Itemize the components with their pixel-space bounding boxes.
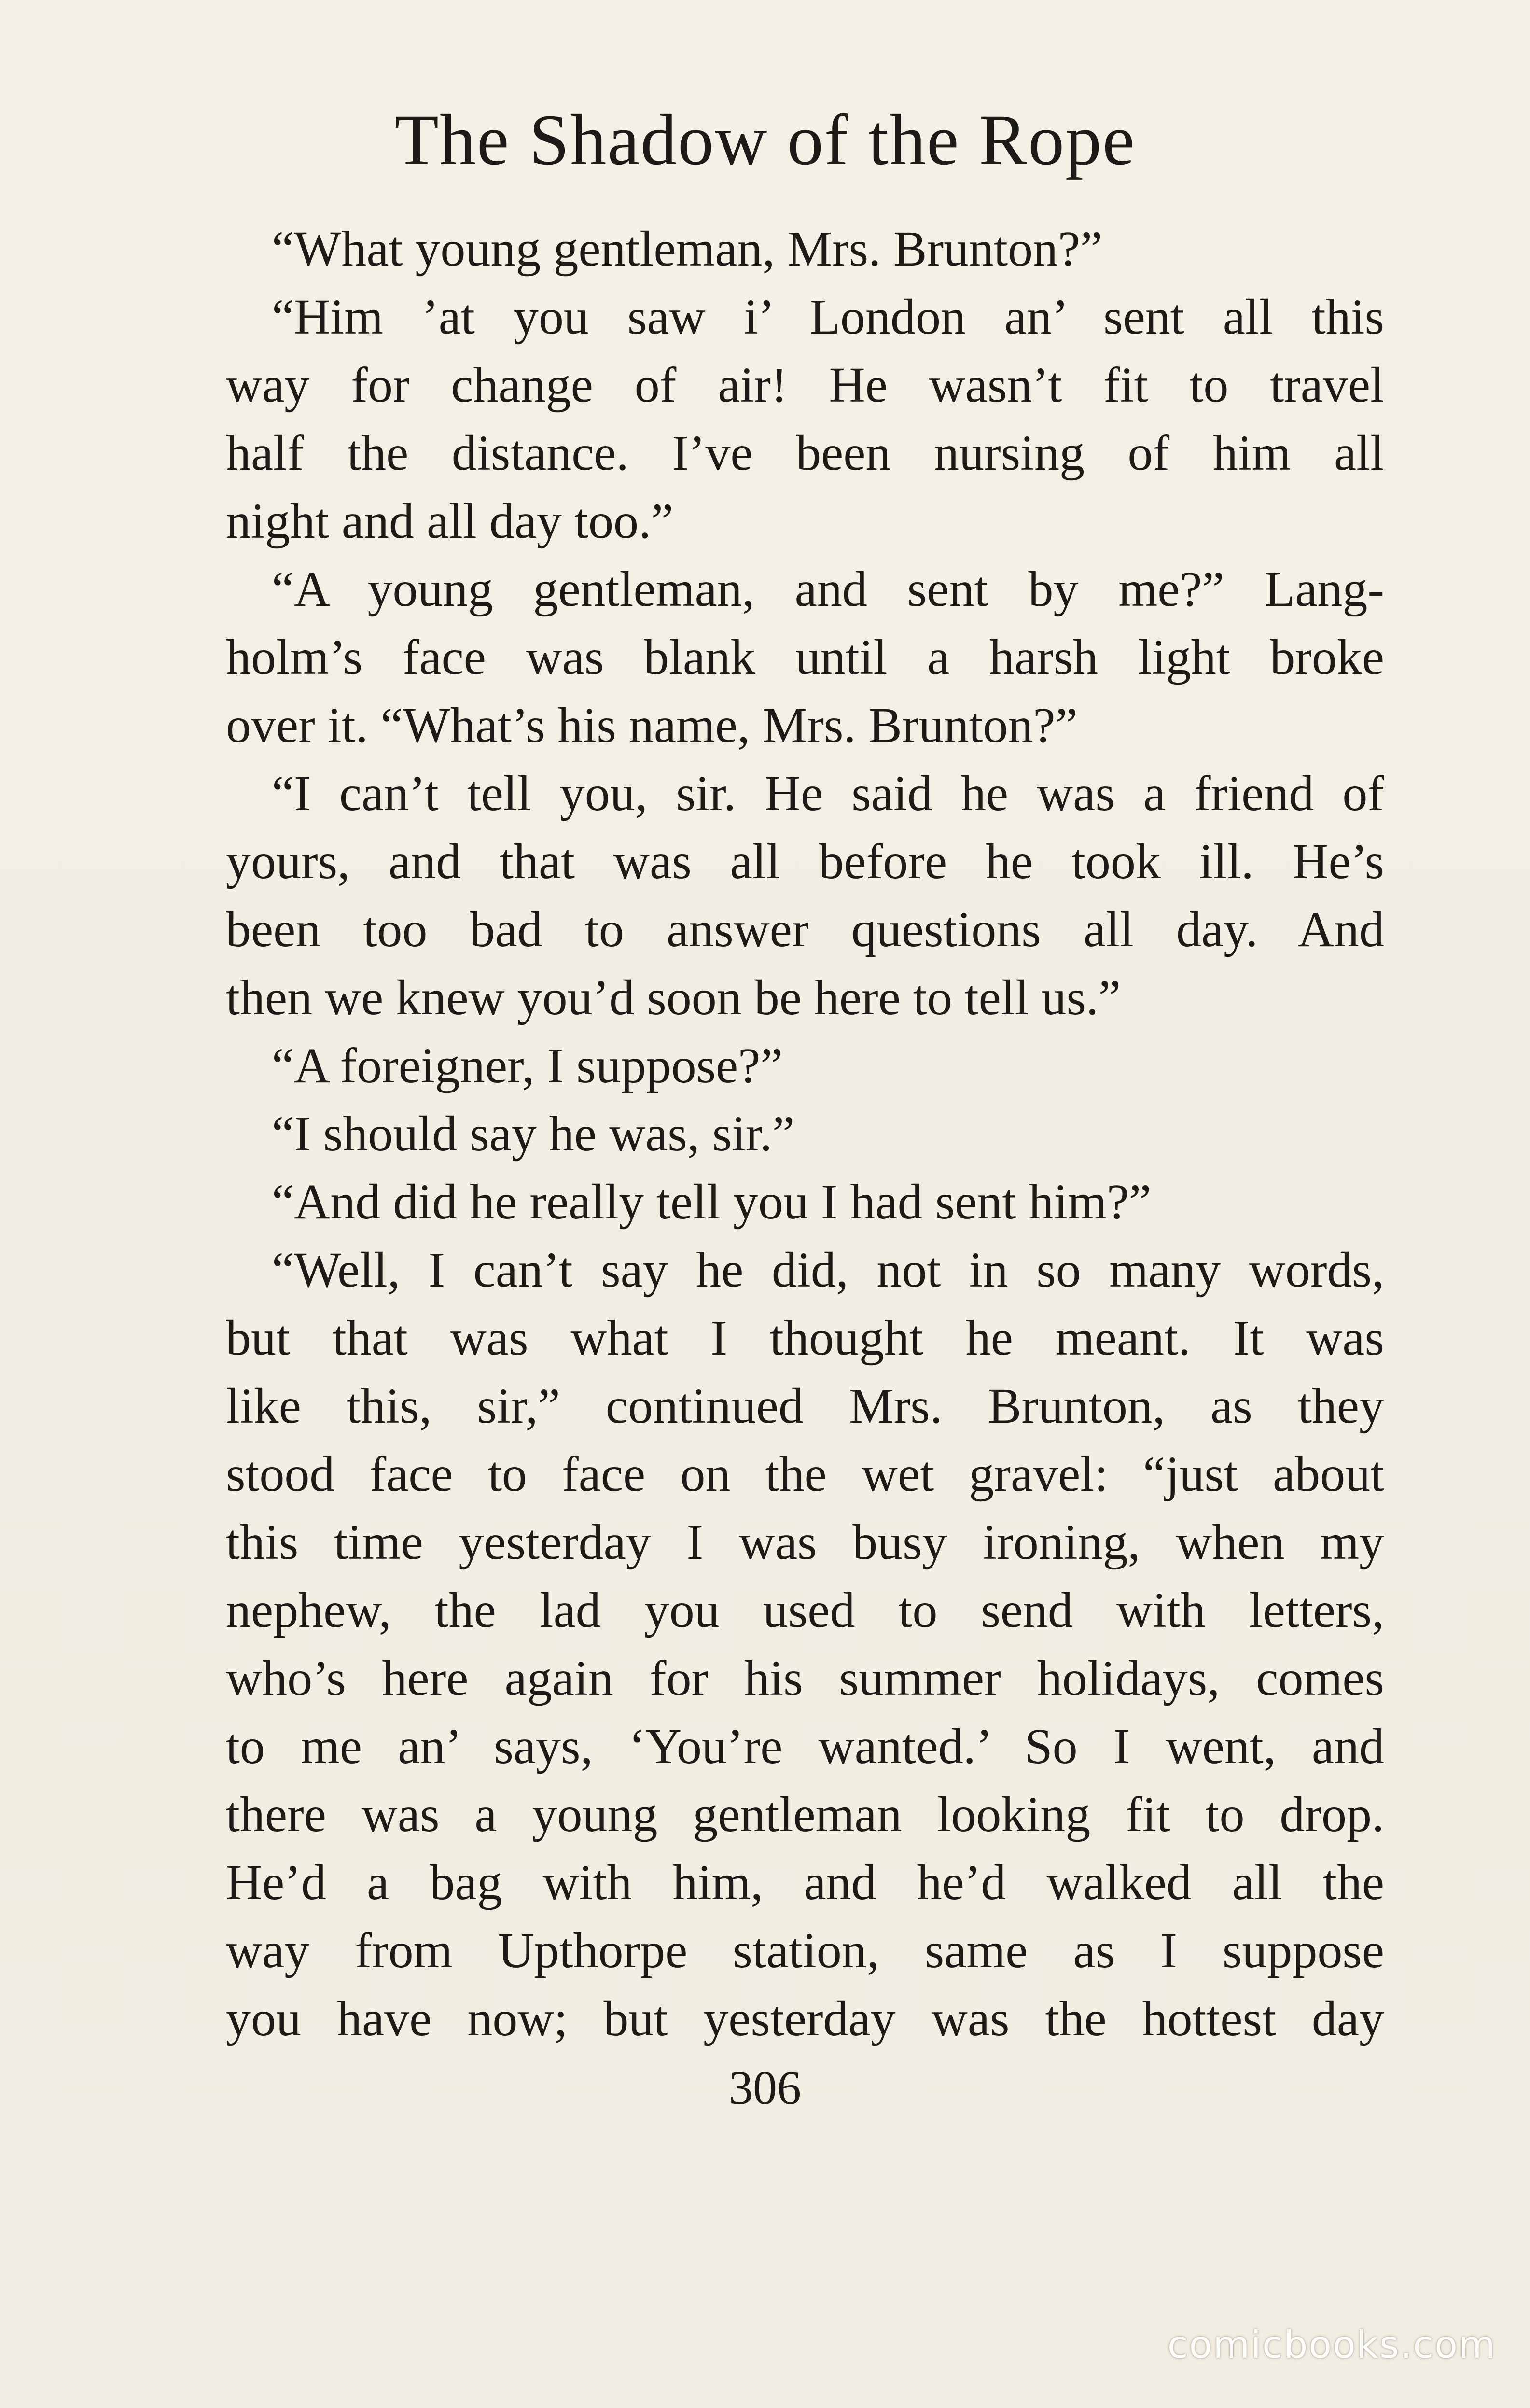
text-line: night and all day too.”: [226, 493, 674, 549]
text-line: “A foreigner, I suppose?”: [272, 1038, 783, 1093]
text-line: you have now; but yesterday was the hottest day: [226, 1991, 1384, 2046]
text-line: yours, and that was all before he took ill. He’s: [226, 834, 1384, 889]
text-line: “I can’t tell you, sir. He said he was a friend of: [272, 766, 1384, 821]
text-line: way for change of air! He wasn’t fit to travel: [226, 357, 1384, 413]
text-line: “Him ’at you saw i’ London an’ sent all this: [272, 289, 1384, 345]
text-line: this time yesterday I was busy ironing, when my: [226, 1514, 1384, 1570]
text-line: stood face to face on the wet gravel: “just about: [226, 1446, 1384, 1502]
text-line: “Well, I can’t say he did, not in so many words,: [272, 1242, 1384, 1298]
text-line: way from Upthorpe station, same as I suppose: [226, 1923, 1384, 1978]
text-line: half the distance. I’ve been nursing of him all: [226, 425, 1384, 481]
text-line: “And did he really tell you I had sent him?”: [272, 1174, 1152, 1230]
text-line: then we knew you’d soon be here to tell us.”: [226, 970, 1121, 1025]
text-line: holm’s face was blank until a harsh light broke: [226, 630, 1384, 685]
watermark: comicbooks.com: [1167, 2324, 1496, 2367]
text-line: over it. “What’s his name, Mrs. Brunton?”: [226, 698, 1078, 753]
page-number: 306: [729, 2061, 801, 2114]
text-line: like this, sir,” continued Mrs. Brunton, as they: [226, 1378, 1384, 1434]
running-head: The Shadow of the Rope: [394, 100, 1136, 180]
text-line: nephew, the lad you used to send with letters,: [226, 1582, 1384, 1638]
text-line: who’s here again for his summer holidays, comes: [226, 1651, 1384, 1706]
text-line: He’d a bag with him, and he’d walked all the: [226, 1855, 1384, 1910]
text-line: been too bad to answer questions all day. And: [226, 902, 1384, 957]
text-line: but that was what I thought he meant. It was: [226, 1310, 1384, 1366]
text-line: “What young gentleman, Mrs. Brunton?”: [272, 221, 1103, 277]
text-line: to me an’ says, ‘You’re wanted.’ So I went, and: [226, 1719, 1384, 1774]
body-text: [226, 215, 1384, 2053]
text-line: there was a young gentleman looking fit to drop.: [226, 1787, 1384, 1842]
text-line: “I should say he was, sir.”: [272, 1106, 795, 1162]
text-line: “A young gentleman, and sent by me?” Lang-: [272, 561, 1384, 617]
